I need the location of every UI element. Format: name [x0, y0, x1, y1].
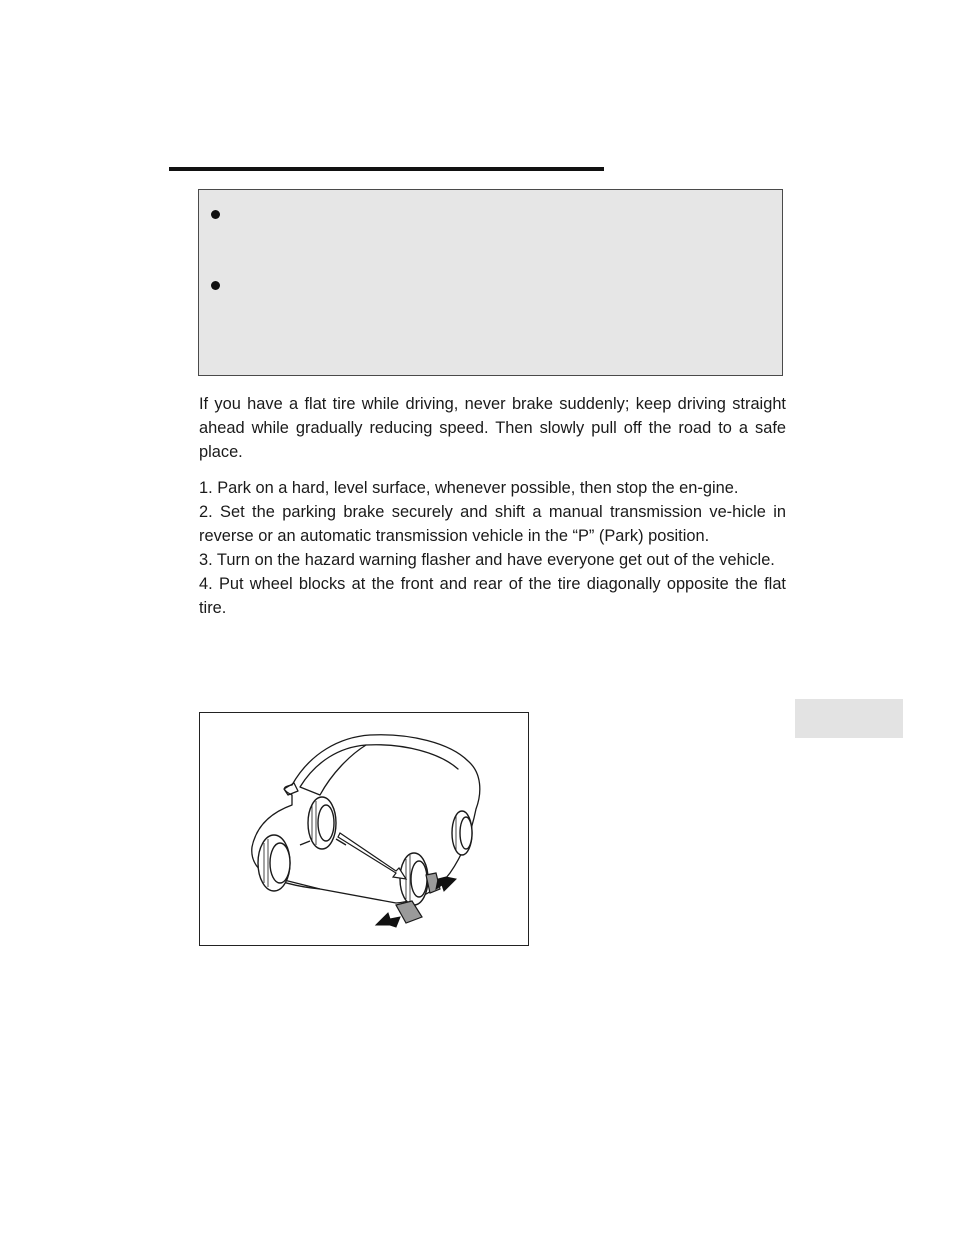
car-wheel-blocks-illustration-icon: [200, 713, 528, 945]
roof-line: [366, 745, 458, 769]
bullet-icon: [211, 210, 220, 219]
side-tab: [795, 699, 903, 738]
bullet-icon: [211, 281, 220, 290]
intro-paragraph: If you have a flat tire while driving, never brake suddenly; keep driving straight ahead while gradually reducing speed. Then slowly pull off the road to a safe place.: [199, 395, 786, 461]
wheel-blocks-figure: [199, 712, 529, 946]
step-4: 4. Put wheel blocks at the front and rear of the tire diagonally opposite the flat tire.: [199, 575, 786, 617]
windshield: [300, 745, 366, 795]
diagonal-arrow: [338, 833, 406, 879]
mirror: [284, 783, 298, 795]
step-2: 2. Set the parking brake securely and shift a manual transmission ve-hicle in reverse or an automatic transmission vehicle in the “P” (Park) position.: [199, 503, 786, 545]
warning-box: [198, 189, 783, 376]
step-3: 3. Turn on the hazard warning flasher and have everyone get out of the vehicle.: [199, 551, 775, 569]
steps-list: [199, 476, 786, 620]
pointer-arrow-1: [376, 913, 400, 927]
step-1: 1. Park on a hard, level surface, whenever possible, then stop the en-gine.: [199, 479, 739, 497]
section-rule: [169, 167, 604, 171]
